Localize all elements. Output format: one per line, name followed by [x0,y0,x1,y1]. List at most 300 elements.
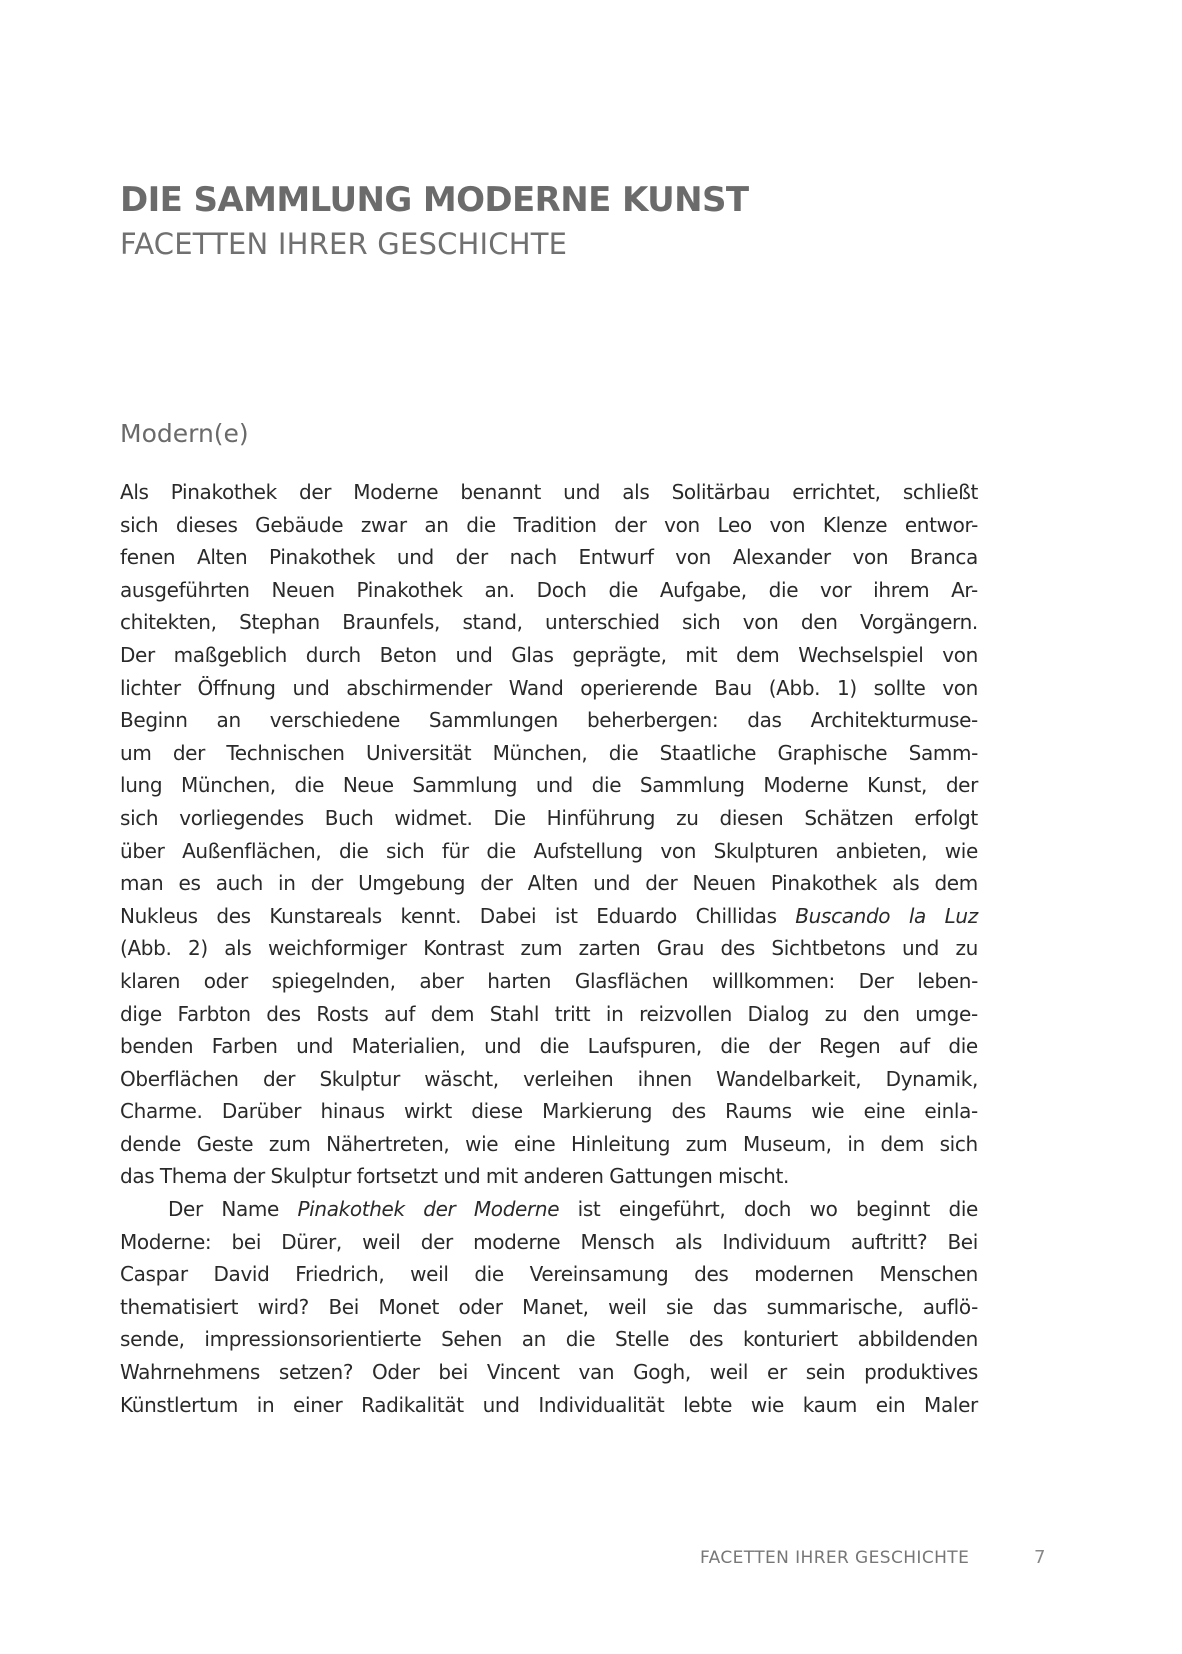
word: modernen [754,1262,854,1287]
word: er [766,1360,787,1385]
word: Neue [342,773,394,798]
text-line [120,1030,978,1063]
word: Wandelbarkeit, [716,1066,862,1091]
word: Vorgängern. [859,610,978,635]
word: auf [384,1001,416,1026]
word: Schätzen [804,805,894,830]
word: des [720,936,755,961]
word: Kunstareals [269,903,382,928]
text-line [120,574,978,607]
word: Oberflächen [120,1066,239,1091]
word: Name [221,1197,279,1222]
word: über [120,838,165,863]
word: mit [685,642,718,667]
word: wie [750,1392,784,1417]
word: Vereinsamung [529,1262,669,1287]
word: Farben [211,1034,278,1059]
word: Architekturmuse- [810,708,978,733]
page-number: 7 [1034,1547,1046,1568]
word: Beginn [120,708,188,733]
word: Sammlung [412,773,518,798]
word: einla- [924,1099,978,1124]
word: Graphische [777,740,888,765]
word: auftritt? [850,1229,928,1254]
word: Skulptur [319,1066,400,1091]
word: Darüber [221,1099,302,1124]
word: bei [438,1360,468,1385]
word: Monet [378,1294,440,1319]
word: Farbton [177,1001,251,1026]
word: dem [736,642,780,667]
text-line [120,1128,978,1161]
word: bei [231,1229,262,1254]
word: an [216,708,241,733]
section-heading: Modern(e) [120,419,249,448]
word: Manet, [522,1294,589,1319]
word: als [224,936,252,961]
word: Pinakothek [770,871,877,896]
word: dem [934,871,978,896]
word: zum [268,1131,311,1156]
word: wirkt [404,1099,452,1124]
word: die [768,577,799,602]
word: einer [293,1392,343,1417]
word: benden [120,1034,194,1059]
word: sende, [120,1327,185,1352]
word: eingeführt, [618,1197,726,1222]
word: Grau [656,936,705,961]
word: der [310,871,343,896]
word: Gebäude [255,512,344,537]
text-line [120,835,978,868]
word: zarten [578,936,641,961]
word: Stahl [489,1001,540,1026]
word: dem [430,1001,475,1026]
word: Chillidas [695,903,777,928]
word: Technischen [226,740,345,765]
word: der [645,871,678,896]
word: Glasflächen [574,968,689,993]
word: auflö- [922,1294,978,1319]
word: Materialien, [351,1034,466,1059]
word: man [120,871,164,896]
word: Dialog [747,1001,810,1026]
word: es [178,871,201,896]
word: kaum [802,1392,858,1417]
word: sich [682,610,721,635]
word: auch [215,871,263,896]
word: Klenze [822,512,888,537]
word: Dürer, [281,1229,342,1254]
word: Skulptur [270,1164,352,1189]
italic-word: der [423,1197,456,1222]
word: die [539,1034,570,1059]
word: Vincent [486,1360,560,1385]
text-line [120,965,978,998]
word: und [593,871,631,896]
word: München, [492,740,588,765]
word: Die [493,805,526,830]
word: der [262,1066,296,1091]
word: in [605,1001,624,1026]
word: Hinführung [546,805,656,830]
word: vor [820,577,852,602]
word: Beton [379,642,437,667]
word: weil [410,1262,449,1287]
word: konturiert [742,1327,838,1352]
word: Geste [196,1131,254,1156]
word: sich [120,805,159,830]
word: Gattungen [609,1164,713,1189]
word: Pinakothek [170,480,277,504]
word: Regen [819,1034,881,1059]
word: oder [458,1294,503,1319]
word: oder [203,968,248,993]
word: abschirmender [346,675,492,700]
word: Solitärbau [671,480,771,504]
word: Mensch [580,1229,655,1254]
word: wo [809,1197,838,1222]
word: eine [513,1131,556,1156]
word: vorliegendes [179,805,304,830]
word: fenen [120,545,176,570]
word: entwor- [904,512,978,537]
word: für [441,838,469,863]
word: dem [880,1131,924,1156]
word: die [294,773,325,798]
word: in [256,1392,275,1417]
word: Wand [508,675,564,700]
word: Oder [371,1360,420,1385]
word: von [675,545,711,570]
word: Moderne [353,480,439,504]
word: des [216,903,251,928]
word: zu [955,936,978,961]
word: zwar [360,512,407,537]
word: von [769,512,806,537]
text-line [120,1291,978,1324]
text-line [120,932,978,965]
word: Charme. [120,1099,203,1124]
word: des [266,1001,301,1026]
word: sich [939,1131,978,1156]
word: Museum, [742,1131,832,1156]
text-line [120,769,978,802]
word: beginnt [856,1197,930,1222]
italic-word: Moderne [473,1197,560,1222]
text-line [120,1193,978,1226]
word: von [664,512,700,537]
word: Moderne [763,773,849,798]
word: Doch [536,577,587,602]
word: operierende [580,675,698,700]
word: verschiedene [269,708,400,733]
word: summarische, [766,1294,904,1319]
word: der [455,545,488,570]
word: verleihen [523,1066,614,1091]
word: Alten [197,545,248,570]
word: (Abb. [120,936,172,961]
word: Neuen [692,871,756,896]
word: Stephan [239,610,320,635]
word: dige [120,1001,162,1026]
word: setzen? [278,1360,354,1385]
word: kennt. [400,903,462,928]
word: Aufgabe, [659,577,747,602]
italic-word: Buscando [795,903,891,928]
word: (Abb. [768,675,821,700]
word: um [120,740,152,765]
word: sie [666,1294,694,1319]
text-line [120,704,978,737]
word: durch [305,642,361,667]
word: spiegelnden, [271,968,396,993]
word: abbildenden [857,1327,978,1352]
word: das [747,708,782,733]
word: Hinleitung [570,1131,671,1156]
word: impressionsorientierte [204,1327,422,1352]
word: ist [577,1197,601,1222]
word: Sammlungen [428,708,558,733]
word: anbieten, [835,838,928,863]
word: die [565,1327,596,1352]
text-line [120,737,978,770]
word: Alexander [732,545,831,570]
word: sich [120,512,159,537]
word: des [671,1099,706,1124]
word: eine [863,1099,906,1124]
word: Caspar [120,1262,188,1287]
word: mischt. [718,1164,789,1189]
word: lebte [683,1392,733,1417]
word: das [120,1164,155,1189]
word: Wechselspiel [798,642,924,667]
word: Friedrich, [295,1262,385,1287]
text-line [120,1095,978,1128]
word: reizvollen [639,1001,732,1026]
word: hinaus [320,1099,385,1124]
word: sein [805,1360,846,1385]
text-line [120,1063,978,1096]
word: und [535,773,573,798]
word: Umgebung [358,871,466,896]
word: dende [120,1131,181,1156]
text-line [120,802,978,835]
text-line [120,1258,978,1291]
word: Tradition [513,512,597,537]
word: die [608,740,639,765]
word: der [232,1164,265,1189]
word: und [484,1034,522,1059]
word: an. [484,577,515,602]
word: 1) [837,675,857,700]
word: diesen [719,805,784,830]
word: Eduardo [596,903,677,928]
word: als [622,480,650,504]
word: van [578,1360,615,1385]
word: von [852,545,889,570]
text-line [120,998,978,1031]
text-line [120,1160,978,1193]
word: Kunst, [867,773,928,798]
word: benannt [460,480,542,504]
word: beherbergen: [586,708,719,733]
word: zum [520,936,563,961]
word: und [455,642,493,667]
word: und [901,936,939,961]
word: Moderne: [120,1229,212,1254]
body-text [120,476,978,1421]
word: Öffnung [197,675,276,700]
word: Skulpturen [713,838,819,863]
word: ihnen [637,1066,692,1091]
word: der [614,512,647,537]
word: Bau [714,675,752,700]
word: Leo [717,512,752,537]
word: der [172,740,205,765]
word: zum [685,1131,728,1156]
word: Nähertreten, [326,1131,450,1156]
word: Der [168,1197,203,1222]
word: zu [824,1001,848,1026]
word: ein [875,1392,906,1417]
word: Pinakothek [269,545,376,570]
word: des [688,1327,724,1352]
word: stand, [462,610,523,635]
chapter-title: DIE SAMMLUNG MODERNE KUNST [120,180,749,220]
word: die [486,838,516,863]
word: leben- [917,968,978,993]
word: wie [944,838,978,863]
word: den [862,1001,900,1026]
word: Bei [947,1229,978,1254]
word: ausgeführten [120,577,250,602]
word: und [296,1034,334,1059]
word: anderen [523,1164,604,1189]
word: klaren [120,968,181,993]
chapter-subtitle: FACETTEN IHRER GESCHICHTE [120,227,568,261]
word: aber [419,968,464,993]
word: nach [509,545,557,570]
word: Markierung [542,1099,653,1124]
word: weil [709,1360,749,1385]
word: der [420,1229,453,1254]
word: von [742,610,779,635]
text-line [120,639,978,672]
word: diese [471,1099,523,1124]
word: Radikalität [361,1392,464,1417]
word: Gogh, [633,1360,691,1385]
word: wird? [257,1294,309,1319]
word: chitekten, [120,610,217,635]
word: ist [554,903,578,928]
word: an [521,1327,546,1352]
word: weichformiger [267,936,407,961]
word: errichtet, [792,480,881,504]
word: 2) [187,936,208,961]
word: in [278,871,296,896]
word: und [443,1164,481,1189]
word: Entwurf [578,545,654,570]
word: harten [487,968,552,993]
word: das [712,1294,748,1319]
word: Alten [527,871,578,896]
word: sollte [873,675,926,700]
word: Bei [328,1294,359,1319]
word: lung [120,773,163,798]
word: die [720,1034,750,1059]
word: Kontrast [423,936,505,961]
word: moderne [473,1229,561,1254]
text-line [120,509,978,542]
word: den [800,610,838,635]
word: weil [362,1229,401,1254]
word: als [674,1229,703,1254]
word: und [292,675,330,700]
word: tritt [554,1001,591,1026]
word: Glas [511,642,554,667]
word: geprägte, [572,642,667,667]
word: Individualität [538,1392,665,1417]
word: weil [608,1294,647,1319]
word: Neuen [271,577,335,602]
italic-word: Pinakothek [297,1197,405,1222]
word: schließt [902,480,978,504]
word: Sehen [441,1327,502,1352]
text-line [120,1389,978,1422]
word: erfolgt [914,805,978,830]
word: Wahrnehmens [120,1360,260,1385]
word: Branca [909,545,978,570]
word: wie [465,1131,499,1156]
word: Nukleus [120,903,198,928]
word: Laufspuren, [587,1034,702,1059]
word: doch [743,1197,792,1222]
word: dieses [175,512,238,537]
word: Universität [365,740,472,765]
word: die [591,773,622,798]
word: David [213,1262,270,1287]
italic-word: la [908,903,926,928]
word: der [480,871,513,896]
word: wäscht, [424,1066,499,1091]
word: unterschied [545,610,660,635]
text-line [120,900,978,933]
text-line [120,1356,978,1389]
word: an [424,512,449,537]
text-line [120,476,978,509]
word: Buch [324,805,374,830]
word: Aufstellung [533,838,643,863]
word: die [338,838,369,863]
word: Samm- [908,740,978,765]
word: von [660,838,697,863]
word: Der [120,642,155,667]
word: Thema [159,1164,228,1189]
word: Raums [725,1099,792,1124]
text-line [120,1323,978,1356]
text-line [120,1226,978,1259]
word: widmet. [394,805,473,830]
word: als [892,871,920,896]
word: die [948,1034,978,1059]
word: auf [898,1034,930,1059]
word: Staatliche [659,740,757,765]
word: München, [180,773,276,798]
word: die [466,512,496,537]
word: produktives [864,1360,978,1385]
word: in [847,1131,865,1156]
